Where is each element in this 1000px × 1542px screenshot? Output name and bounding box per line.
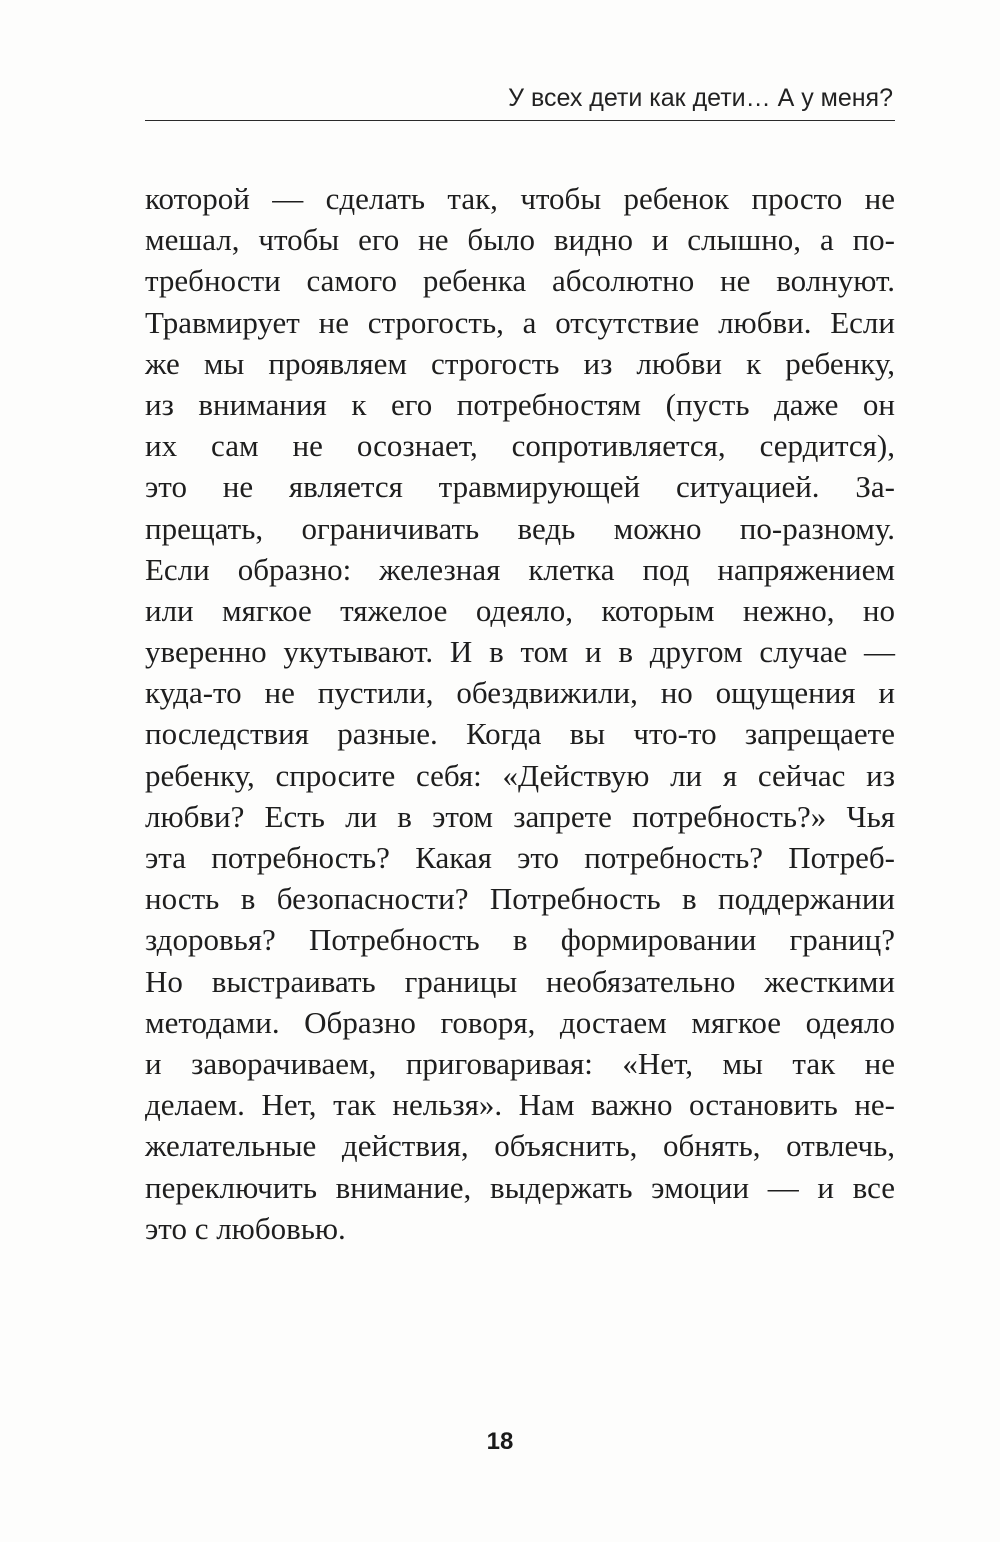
text-line: же мы проявляем строгость из любви к ребенку,	[145, 345, 895, 381]
text-line: куда-то не пустили, обездвижили, но ощущения и	[145, 675, 895, 711]
text-line: их сам не осознает, сопротивляется, сердится),	[145, 428, 895, 464]
text-line: последствия разные. Когда вы что-то запрещаете	[145, 716, 895, 752]
running-head	[145, 78, 895, 121]
text-line: из внимания к его потребностям (пусть даже он	[145, 386, 895, 422]
text-line: ребенку, спросите себя: «Действую ли я сейчас из	[145, 757, 895, 793]
text-line: мешал, чтобы его не было видно и слышно, а по-	[145, 222, 895, 258]
text-line: и заворачиваем, приговаривая: «Нет, мы так не	[145, 1045, 895, 1081]
running-head-title: У всех дети как дети… А у меня?	[508, 84, 893, 112]
text-line: ность в безопасности? Потребность в поддержании	[145, 881, 895, 917]
body-text	[145, 178, 895, 1249]
text-line: Но выстраивать границы необязательно жесткими	[145, 963, 895, 999]
text-line: делаем. Нет, так нельзя». Нам важно остановить не-	[145, 1087, 895, 1123]
text-line: любви? Есть ли в этом запрете потребность?» Чья	[145, 798, 895, 834]
text-line: уверенно укутывают. И в том и в другом случае —	[145, 634, 895, 670]
text-line: прещать, ограничивать ведь можно по-разному.	[145, 510, 895, 546]
text-line: или мягкое тяжелое одеяло, которым нежно, но	[145, 592, 895, 628]
page-number: 18	[486, 1428, 514, 1455]
text-line: Если образно: железная клетка под напряжением	[145, 551, 895, 587]
text-line: переключить внимание, выдержать эмоции — и все	[145, 1169, 895, 1205]
text-line: Травмирует не строгость, а отсутствие любви. Если	[145, 304, 895, 340]
text-line: желательные действия, объяснить, обнять, отвлечь,	[145, 1128, 895, 1164]
text-line-last: это с любовью.	[145, 1210, 346, 1246]
text-line: методами. Образно говоря, достаем мягкое одеяло	[145, 1004, 895, 1040]
text-line: это не является травмирующей ситуацией. За-	[145, 469, 895, 505]
text-line: эта потребность? Какая это потребность? Потреб-	[145, 840, 895, 875]
text-line: здоровья? Потребность в формировании границ?	[145, 922, 895, 958]
text-line: которой — сделать так, чтобы ребенок просто не	[145, 181, 895, 216]
text-line: требности самого ребенка абсолютно не волнуют.	[145, 263, 895, 299]
